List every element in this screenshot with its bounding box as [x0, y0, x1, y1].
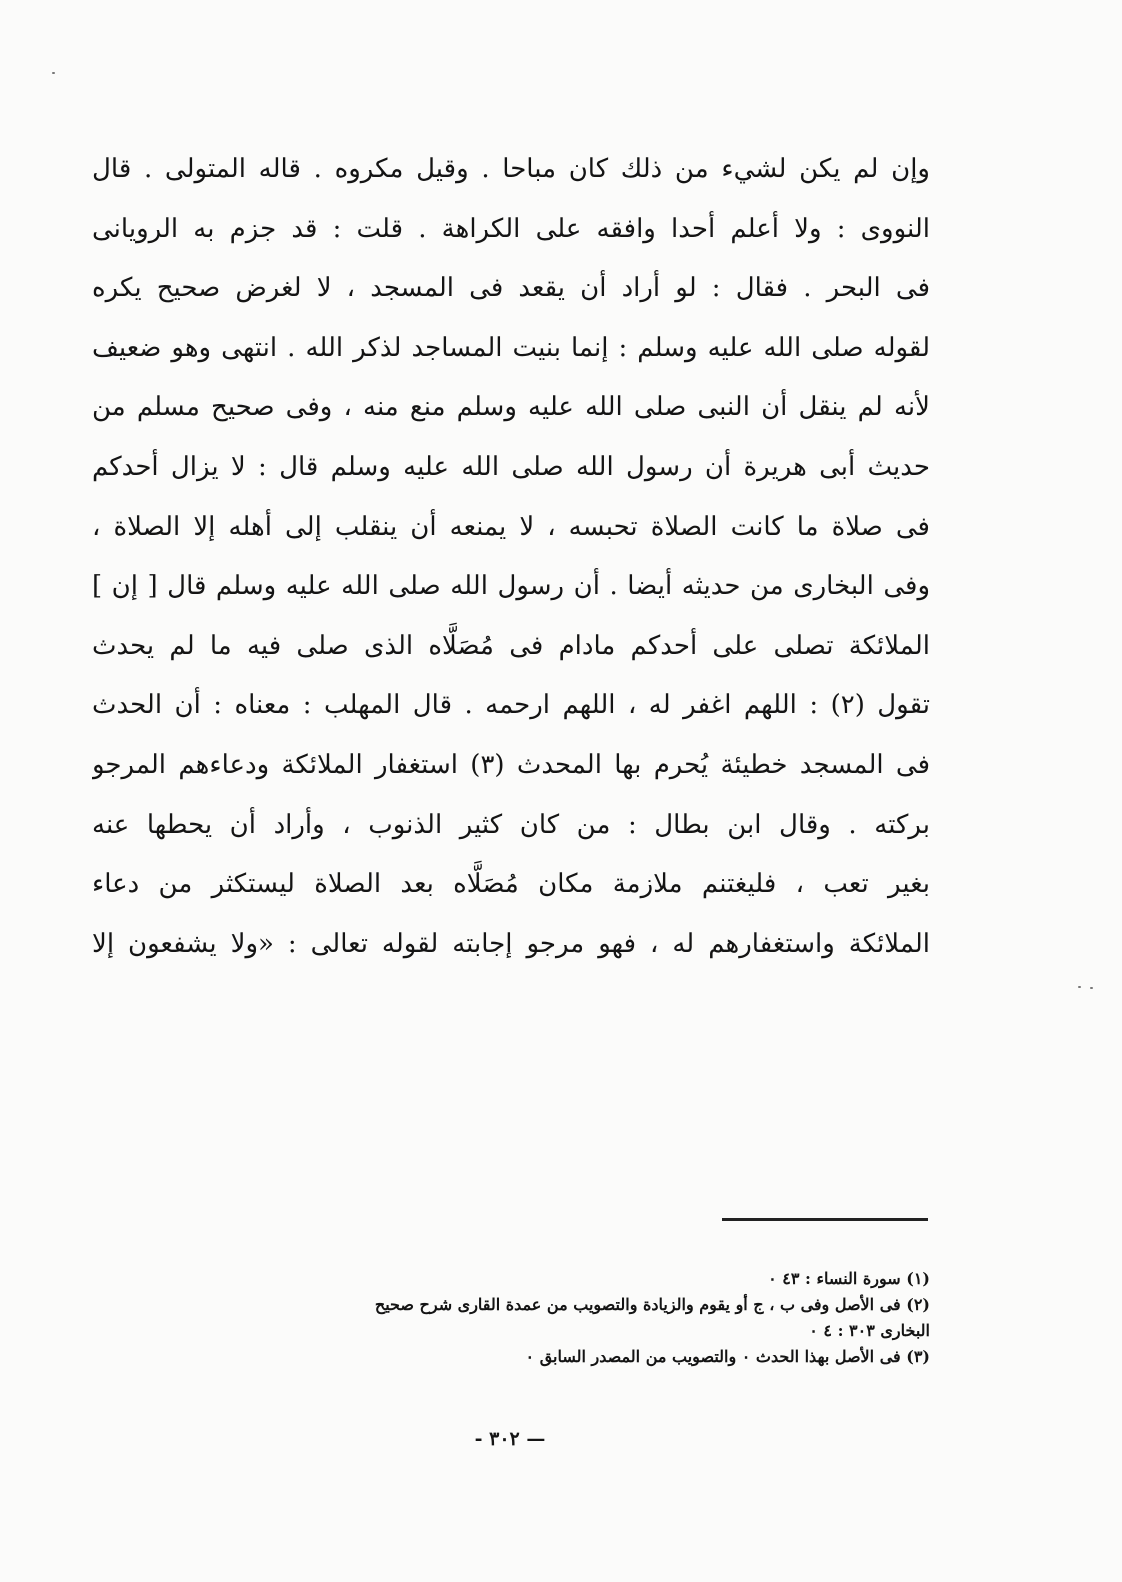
footnotes — [100, 1266, 930, 1370]
footnote-separator — [722, 1218, 928, 1221]
body-line-6: حديث أبى هريرة أن رسول الله صلى الله عليه وسلم قال : لا يزال أحدكم — [92, 451, 930, 482]
scan-speck — [1078, 986, 1081, 988]
body-line-1: وإن لم يكن لشيء من ذلك كان مباحا . وقيل مكروه . قاله المتولى . قال — [92, 154, 930, 184]
body-line-8: وفى البخارى من حديثه أيضا . أن رسول الله صلى الله عليه وسلم قال [ إن ] — [92, 571, 930, 602]
scan-speck — [1090, 987, 1093, 989]
body-line-9: الملائكة تصلى على أحدكم مادام فى مُصَلَّاه الذى صلى فيه ما لم يحدث — [92, 630, 930, 661]
body-line-11: فى المسجد خطيئة يُحرم بها المحدث (٣) استغفار الملائكة ودعاءهم المرجو — [92, 749, 930, 780]
body-line-5: لأنه لم ينقل أن النبى صلى الله عليه وسلم منع منه ، وفى صحيح مسلم من — [92, 392, 930, 423]
footnote-3: (٣) فى الأصل بهذا الحدث ٠ والتصويب من المصدر السابق ٠ — [525, 1347, 930, 1366]
body-line-10: تقول (٢) : اللهم اغفر له ، اللهم ارحمه . قال المهلب : معناه : أن الحدث — [92, 690, 930, 721]
footnote-2: (٢) فى الأصل وفى ب ، ج أو يقوم والزيادة والتصويب من عمدة القارى شرح صحيح — [374, 1295, 930, 1314]
body-line-14: الملائكة واستغفارهم له ، فهو مرجو إجابته لقوله تعالى : «ولا يشفعون إلا — [92, 928, 930, 959]
body-line-4: لقوله صلى الله عليه وسلم : إنما بنيت المساجد لذكر الله . انتهى وهو ضعيف — [92, 332, 930, 363]
footnote-1: (١) سورة النساء : ٤٣ ٠ — [768, 1269, 930, 1288]
page-number: — ٣٠٢ - — [474, 1428, 546, 1450]
body-line-7: فى صلاة ما كانت الصلاة تحبسه ، لا يمنعه أن ينقلب إلى أهله إلا الصلاة ، — [92, 511, 930, 542]
footnote-2-continued: البخارى ٣٠٣ : ٤ ٠ — [809, 1321, 930, 1340]
body-text — [92, 140, 930, 974]
body-line-2: النووى : ولا أعلم أحدا وافقه على الكراهة . قلت : قد جزم به الرويانى — [92, 213, 930, 244]
body-line-3: فى البحر . فقال : لو أراد أن يقعد فى المسجد ، لا لغرض صحيح يكره — [92, 273, 930, 304]
scan-speck — [52, 72, 55, 74]
body-line-13: بغير تعب ، فليغتنم ملازمة مكان مُصَلَّاه بعد الصلاة ليستكثر من دعاء — [92, 869, 930, 900]
body-line-12: بركته . وقال ابن بطال : من كان كثير الذنوب ، وأراد أن يحطها عنه — [92, 809, 930, 840]
